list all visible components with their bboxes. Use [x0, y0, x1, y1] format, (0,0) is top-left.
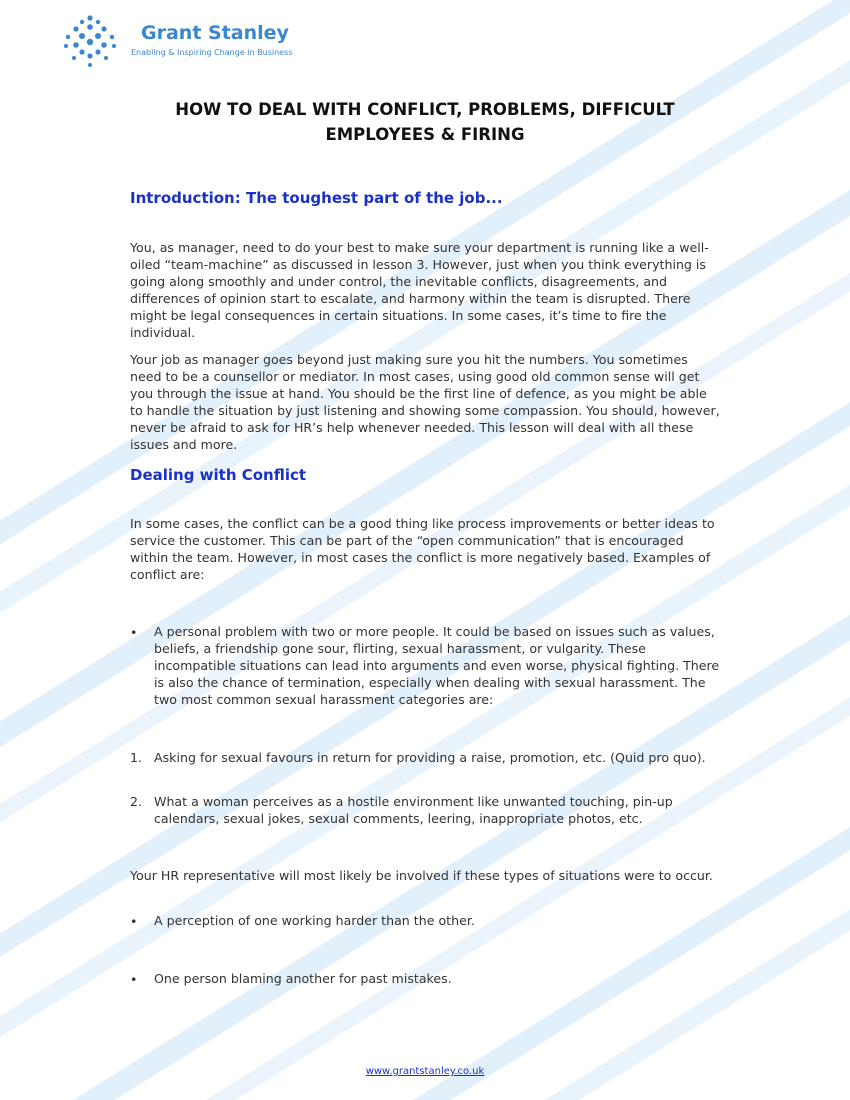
conflict-paragraph: In some cases, the conflict can be a good thing like process improvements or better ideas to service the customer. This can be part of the “open communication” that is encouraged within the team. However, in most cases the conflict is more negatively based. Examples of conflict are: — [130, 516, 715, 582]
footer-website-link[interactable]: www.grantstanley.co.uk — [365, 1066, 485, 1077]
bullet-marker: • — [130, 972, 138, 987]
bullet-item-blaming: One person blaming another for past mistakes. — [154, 971, 452, 986]
intro-heading: Introduction: The toughest part of the job... — [130, 189, 503, 207]
brand-logo-icon — [62, 14, 118, 68]
brand-name: Grant Stanley — [141, 22, 289, 44]
bullet-item-personal-problem: A personal problem with two or more people. It could be based on issues such as values, beliefs, a friendship gone sour, flirting, sexual harassment, or vulgarity. These incompatible situations can lead into arguments and even worse, physical fighting. There is also the chance of termination, especially when dealing with sexual harassment. The two most common sexual harassment categories are: — [154, 624, 720, 707]
intro-paragraph-1: You, as manager, need to do your best to make sure your department is running like a well-oiled “team-machine” as discussed in lesson 3. However, just when you think everything is going along smoothly and under control, the inevitable conflicts, disagreements, and differences of opinion start to escalate, and harmony within the team is disrupted. There might be legal consequences in certain situations. In some cases, it’s time to fire the individual. — [130, 240, 709, 340]
numbered-item-hostile-environment: What a woman perceives as a hostile environment like unwanted touching, pin-up calendars, sexual jokes, sexual comments, leering, inappropriate photos, etc. — [154, 794, 673, 826]
document-title-line1: HOW TO DEAL WITH CONFLICT, PROBLEMS, DIFFICULT — [175, 100, 675, 119]
bullet-marker: • — [130, 914, 138, 929]
hr-paragraph: Your HR representative will most likely be involved if these types of situations were to occur. — [130, 868, 713, 883]
numbered-marker-1: 1. — [130, 750, 143, 765]
numbered-item-quid-pro-quo: Asking for sexual favours in return for providing a raise, promotion, etc. (Quid pro quo). — [154, 750, 706, 765]
numbered-marker-2: 2. — [130, 794, 143, 809]
brand-tagline: Enabling & Inspiring Change in Business — [131, 48, 293, 57]
document-title-line2: EMPLOYEES & FIRING — [325, 125, 525, 144]
conflict-heading: Dealing with Conflict — [130, 466, 307, 484]
document-title — [100, 97, 750, 147]
bullet-item-working-harder: A perception of one working harder than the other. — [154, 913, 475, 928]
intro-paragraph-2: Your job as manager goes beyond just making sure you hit the numbers. You sometimes need to be a counsellor or mediator. In most cases, using good old common sense will get you through the issue at hand. You should be the first line of defence, as you might be able to handle the situation by just listening and showing some compassion. You should, however, never be afraid to ask for HR’s help whenever needed. This lesson will deal with all these issues and more. — [130, 352, 720, 452]
bullet-marker: • — [130, 625, 138, 640]
